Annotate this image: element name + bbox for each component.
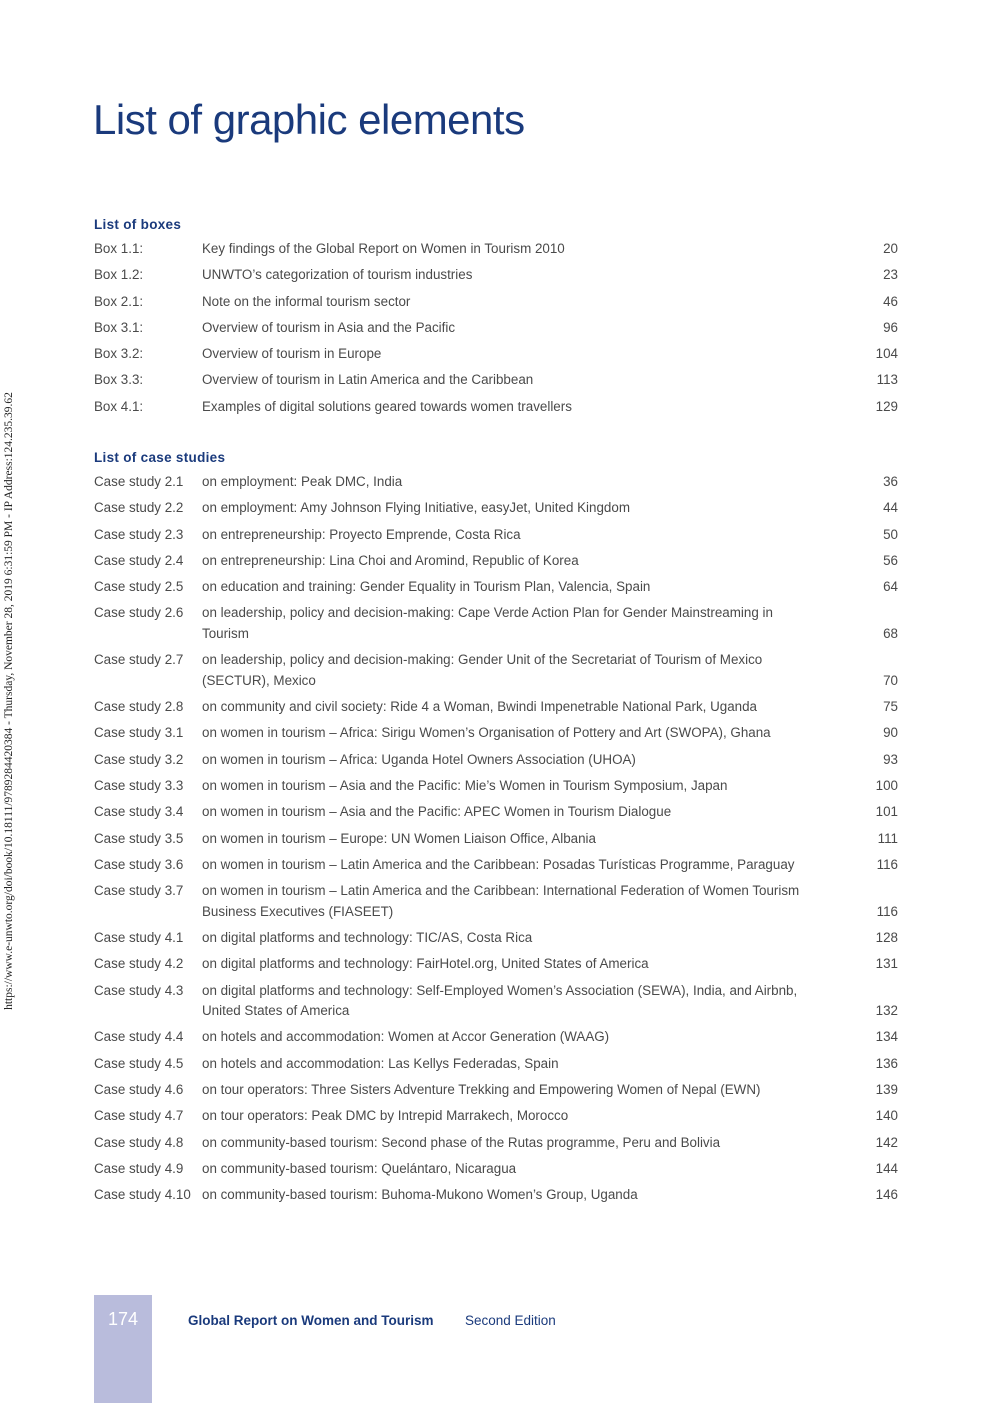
list-item [94, 1185, 898, 1206]
item-page-number: 116 [876, 856, 898, 872]
page-title: List of graphic elements [93, 96, 525, 143]
item-page-number: 129 [875, 398, 898, 414]
item-title: on hotels and accommodation: Las Kellys Federadas, Spain [202, 1055, 559, 1071]
item-label: Case study 3.5 [94, 830, 184, 846]
item-label: Case study 3.6 [94, 856, 184, 872]
list-item [94, 750, 898, 771]
item-label: Case study 4.4 [94, 1029, 184, 1045]
list-item [94, 1159, 898, 1180]
item-title: on women in tourism – Africa: Uganda Hotel Owners Association (UHOA) [202, 751, 636, 767]
item-title: on digital platforms and technology: FairHotel.org, United States of America [202, 956, 649, 972]
list-item [94, 881, 898, 922]
item-title: on leadership, policy and decision-making: Gender Unit of the Secretariat of Tourism of Mexico (SECTUR), Mexico [202, 652, 763, 688]
list-item [94, 239, 898, 260]
item-label: Case study 2.8 [94, 699, 184, 715]
item-label: Case study 2.2 [94, 500, 184, 516]
list-item [94, 650, 898, 691]
item-page-number: 131 [875, 956, 898, 972]
item-label: Case study 4.6 [94, 1081, 184, 1097]
list-item [94, 1054, 898, 1075]
list-item [94, 1027, 898, 1048]
item-page-number: 101 [875, 804, 898, 820]
list-item [94, 1106, 898, 1127]
item-label: Box 1.2: [94, 267, 144, 283]
list-item [94, 855, 898, 876]
item-label: Case study 4.2 [94, 956, 184, 972]
item-label: Box 2.1: [94, 293, 144, 309]
item-title: Overview of tourism in Asia and the Pacific [202, 319, 456, 335]
list-item [94, 723, 898, 744]
item-title: Examples of digital solutions geared towards women travellers [202, 398, 572, 414]
list-item [94, 776, 898, 797]
item-label: Case study 3.2 [94, 751, 184, 767]
item-label: Case study 2.1 [94, 474, 184, 489]
list-item [94, 1133, 898, 1154]
item-label: Box 1.1: [94, 241, 144, 256]
item-title: Overview of tourism in Latin America and the Caribbean [202, 372, 534, 388]
case-studies-section [94, 448, 898, 1211]
list-item [94, 292, 898, 313]
item-label: Case study 3.1 [94, 725, 184, 741]
case-studies-list [94, 472, 898, 1206]
item-page-number: 113 [876, 372, 898, 388]
item-title: on community-based tourism: Second phase of the Rutas programme, Peru and Bolivia [202, 1134, 721, 1150]
item-label: Case study 4.3 [94, 982, 184, 998]
list-item [94, 265, 898, 286]
watermark-text: https://www.e-unwto.org/doi/book/10.18111/9789284420384 - Thursday, November 28, 2019 6:31:59 PM - IP Address:124.235.39.62 [3, 392, 15, 1010]
boxes-list [94, 239, 898, 417]
item-page-number: 144 [875, 1160, 898, 1176]
item-page-number: 116 [876, 903, 898, 919]
list-item [94, 318, 898, 339]
item-label: Case study 4.5 [94, 1055, 184, 1071]
item-label: Case study 4.7 [94, 1108, 184, 1124]
list-item [94, 397, 898, 418]
item-label: Case study 2.5 [94, 579, 184, 595]
item-title: on women in tourism – Latin America and the Caribbean: International Federation of Women Tourism Business Executives (FIASEET) [202, 883, 800, 919]
item-title: UNWTO’s categorization of tourism industries [202, 267, 473, 283]
item-label: Case study 4.1 [94, 929, 184, 945]
side-watermark [0, 340, 18, 1062]
item-title: on leadership, policy and decision-making: Cape Verde Action Plan for Gender Mainstreaming in Tourism [202, 605, 773, 641]
list-item [94, 603, 898, 644]
item-title: on community and civil society: Ride 4 a Woman, Bwindi Impenetrable National Park, Uganda [202, 699, 757, 715]
list-item [94, 472, 898, 493]
item-title: on tour operators: Three Sisters Adventure Trekking and Empowering Women of Nepal (EWN) [202, 1081, 761, 1097]
item-title: on entrepreneurship: Proyecto Emprende, Costa Rica [202, 526, 521, 542]
item-page-number: 132 [875, 1003, 898, 1019]
item-label: Case study 4.10 [94, 1187, 191, 1203]
boxes-section [94, 215, 898, 423]
item-label: Box 3.1: [94, 319, 144, 335]
case-studies-heading: List of case studies [94, 450, 226, 465]
item-page-number: 96 [883, 319, 898, 335]
item-title: on women in tourism – Latin America and the Caribbean: Posadas Turísticas Programme, Paraguay [202, 856, 795, 872]
list-item [94, 370, 898, 391]
item-page-number: 140 [875, 1108, 898, 1124]
item-title: on hotels and accommodation: Women at Accor Generation (WAAG) [202, 1029, 610, 1045]
item-page-number: 64 [883, 579, 898, 595]
item-page-number: 128 [875, 929, 898, 945]
item-page-number: 75 [883, 699, 898, 715]
list-item [94, 1080, 898, 1101]
item-page-number: 68 [883, 625, 898, 641]
item-page-number: 134 [875, 1029, 898, 1045]
item-label: Case study 2.6 [94, 605, 184, 621]
item-page-number: 139 [875, 1081, 898, 1097]
item-page-number: 44 [883, 500, 898, 516]
item-title: on women in tourism – Europe: UN Women Liaison Office, Albania [202, 830, 596, 846]
item-title: on employment: Peak DMC, India [202, 474, 403, 489]
item-label: Case study 2.3 [94, 526, 184, 542]
item-label: Box 3.3: [94, 372, 144, 388]
footer-page-number: 174 [107, 1309, 139, 1329]
list-item [94, 928, 898, 949]
item-label: Case study 4.9 [94, 1160, 184, 1176]
item-label: Case study 3.4 [94, 804, 184, 820]
item-label: Case study 3.3 [94, 777, 184, 793]
list-item [94, 577, 898, 598]
list-item [94, 551, 898, 572]
item-page-number: 111 [877, 830, 898, 846]
item-page-number: 90 [883, 725, 898, 741]
item-page-number: 136 [875, 1055, 898, 1071]
item-title: on tour operators: Peak DMC by Intrepid Marrakech, Morocco [202, 1108, 569, 1124]
item-page-number: 146 [875, 1187, 898, 1203]
item-label: Case study 2.7 [94, 652, 184, 668]
list-item [94, 802, 898, 823]
item-title: on digital platforms and technology: Self-Employed Women’s Association (SEWA), India, and Airbnb, United States of America [202, 982, 798, 1019]
item-page-number: 142 [875, 1134, 898, 1150]
item-title: Overview of tourism in Europe [202, 346, 382, 362]
item-title: on women in tourism – Asia and the Pacific: APEC Women in Tourism Dialogue [202, 804, 672, 820]
list-item [94, 829, 898, 850]
item-page-number: 104 [875, 346, 898, 362]
footer-edition: Second Edition [465, 1313, 556, 1328]
item-title: on employment: Amy Johnson Flying Initiative, easyJet, United Kingdom [202, 500, 630, 516]
item-page-number: 36 [883, 474, 898, 489]
list-item [94, 697, 898, 718]
item-title: on women in tourism – Asia and the Pacific: Mie’s Women in Tourism Symposium, Japan [202, 777, 728, 793]
item-page-number: 100 [875, 777, 898, 793]
list-item [94, 954, 898, 975]
item-title: on community-based tourism: Quelántaro, Nicaragua [202, 1160, 517, 1176]
item-page-number: 70 [883, 672, 898, 688]
item-title: on community-based tourism: Buhoma-Mukono Women’s Group, Uganda [202, 1187, 638, 1203]
list-item [94, 498, 898, 519]
item-label: Case study 2.4 [94, 552, 184, 568]
item-label: Case study 3.7 [94, 883, 184, 899]
list-item [94, 981, 898, 1022]
item-title: Note on the informal tourism sector [202, 293, 411, 309]
item-page-number: 23 [883, 267, 898, 283]
item-title: on entrepreneurship: Lina Choi and Aromind, Republic of Korea [202, 552, 579, 568]
item-label: Box 4.1: [94, 398, 144, 414]
list-item [94, 525, 898, 546]
item-label: Box 3.2: [94, 346, 144, 362]
item-label: Case study 4.8 [94, 1134, 184, 1150]
list-item [94, 344, 898, 365]
item-page-number: 93 [883, 751, 898, 767]
item-page-number: 46 [883, 293, 898, 309]
footer-publication-title: Global Report on Women and Tourism [188, 1313, 434, 1328]
item-page-number: 50 [883, 526, 898, 542]
boxes-heading: List of boxes [94, 217, 182, 232]
item-page-number: 20 [883, 241, 898, 256]
item-title: on education and training: Gender Equality in Tourism Plan, Valencia, Spain [202, 579, 651, 595]
item-page-number: 56 [883, 552, 898, 568]
item-title: Key findings of the Global Report on Women in Tourism 2010 [202, 241, 565, 256]
item-title: on women in tourism – Africa: Sirigu Women’s Organisation of Pottery and Art (SWOPA), Ghana [202, 725, 771, 741]
item-title: on digital platforms and technology: TIC/AS, Costa Rica [202, 929, 533, 945]
